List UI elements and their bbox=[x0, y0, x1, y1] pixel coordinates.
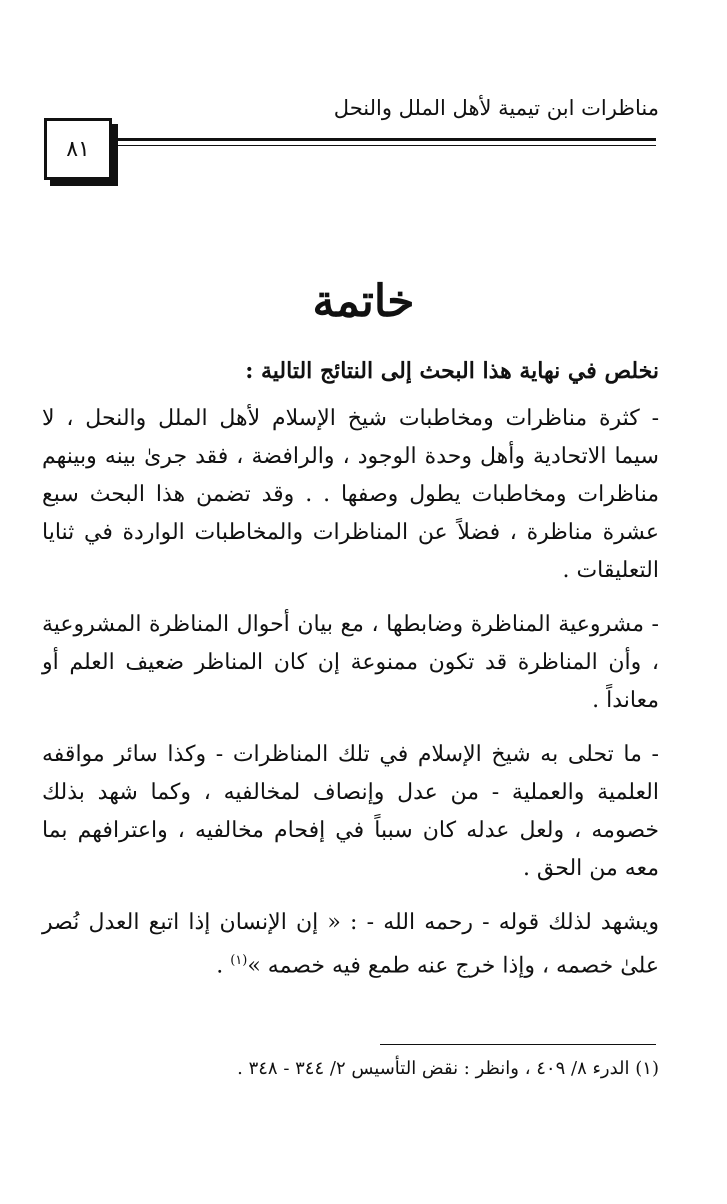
chapter-title: خاتمة bbox=[312, 276, 415, 327]
paragraph-4-text: ويشهد لذلك قوله - رحمه الله - : « إن الإنسان إذا اتبع العدل نُصر علىٰ خصمه ، وإذا خرج عنه طمع فيه خصمه » bbox=[42, 910, 659, 979]
footnote: (١) الدرء ٨/ ٤٠٩ ، وانظر : نقض التأسيس ٢/ ٣٤٤ - ٣٤٨ . bbox=[237, 1058, 659, 1079]
header-rule-thick bbox=[116, 138, 656, 141]
header-rule-thin bbox=[116, 145, 656, 146]
footnote-separator bbox=[380, 1044, 656, 1045]
paragraph-4-end: . bbox=[216, 953, 231, 979]
footnote-reference: (١) bbox=[230, 953, 248, 968]
paragraph-1: - كثرة مناظرات ومخاطبات شيخ الإسلام لأهل الملل والنحل ، لا سيما الاتحادية وأهل وحدة الوجود ، والرافضة ، فقد جرىٰ بينه وبينهم مناظرات ومخاطبات يطول وصفها . . وقد تضمن هذا البحث سبع عشرة مناظرة ، فضلاً عن المناظرات والمخاطبات الواردة في ثنايا التعليقات . bbox=[42, 406, 659, 583]
paragraph-3: - ما تحلى به شيخ الإسلام في تلك المناظرات - وكذا سائر مواقفه العلمية والعملية - من عدل وإنصاف لمخالفيه ، وكما شهد بذلك خصومه ، ولعل عدله كان سبباً في إفحام مخالفيه ، واعترافهم بما معه من الحق . bbox=[42, 742, 659, 881]
paragraph-2: - مشروعية المناظرة وضابطها ، مع بيان أحوال المناظرة المشروعية ، وأن المناظرة قد تكون ممنوعة إن كان المناظر ضعيف العلم أو معانداً . bbox=[42, 612, 659, 713]
body-text bbox=[42, 352, 659, 1001]
running-title: مناظرات ابن تيمية لأهل الملل والنحل bbox=[333, 96, 659, 120]
paragraph-4 bbox=[42, 904, 659, 985]
page-number-box bbox=[44, 118, 112, 180]
page-number: ٨١ bbox=[66, 136, 90, 162]
intro-paragraph: نخلص في نهاية هذا البحث إلى النتائج التالية : bbox=[245, 358, 659, 384]
